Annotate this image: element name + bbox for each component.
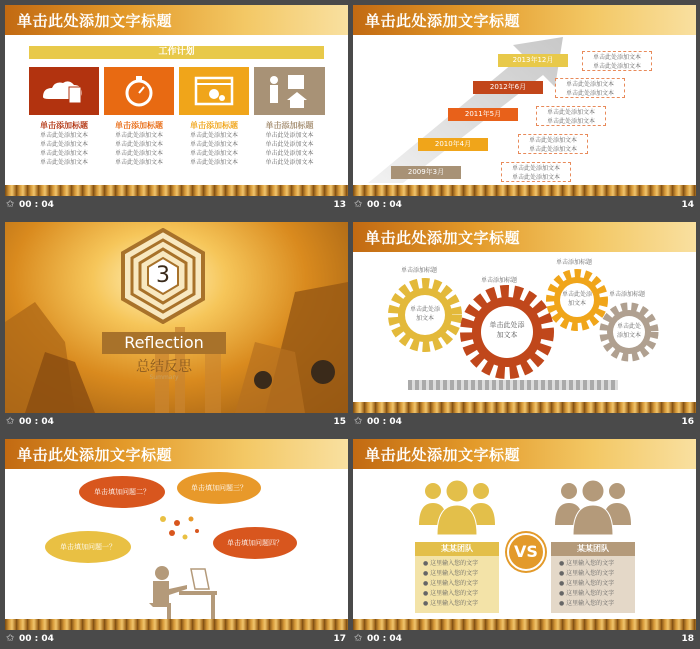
slide-title: 单击此处添加文字标题	[365, 12, 521, 30]
star-icon[interactable]: ✩	[6, 416, 15, 427]
team-bullets: ● 这里输入您的文字 ● 这里输入您的文字 ● 这里输入您的文字 ● 这里输入您的文字 ● 这里输入您的文字	[415, 556, 499, 613]
section-subtitle: 总结反思	[136, 359, 192, 375]
slide-number: 18	[681, 634, 694, 644]
card-text: 单击此处添加文本 单击此处添加文本 单击此处添加文本 单击此处添加文本	[189, 132, 238, 166]
slide-number: 13	[333, 200, 346, 210]
card-title: 单击添加标题	[190, 121, 238, 130]
slide-thumb-15[interactable]	[5, 222, 348, 433]
gear	[387, 277, 463, 353]
gear-rack	[408, 380, 618, 390]
slide-thumb-16[interactable]	[353, 222, 696, 433]
slide-footer-strip	[353, 619, 696, 630]
card	[29, 67, 99, 167]
note-list	[353, 5, 696, 196]
milestone: 2010年4月	[418, 138, 488, 151]
team-name: 某某团队	[551, 542, 635, 556]
slide-time: 00 : 04	[367, 200, 402, 210]
card	[104, 67, 174, 167]
person-building-icon	[254, 67, 325, 115]
browser-gear-icon	[179, 67, 249, 115]
slide-canvas	[353, 439, 696, 630]
slide-time: 00 : 04	[367, 634, 402, 644]
slide-title: 单击此处添加文字标题	[365, 229, 521, 247]
card-icon-box	[254, 67, 325, 115]
card-icon-box	[29, 67, 99, 115]
slide-time: 00 : 04	[19, 634, 54, 644]
section-heading: Reflection	[102, 332, 226, 354]
note-box: 单击此处添加文本 单击此处添加文本	[555, 78, 625, 98]
gear-label: 单击添加标题	[481, 277, 518, 284]
slide-time: 00 : 04	[19, 417, 54, 427]
slide-footer-strip	[5, 185, 348, 196]
star-icon[interactable]: ✩	[354, 199, 363, 210]
card-title: 单击添加标题	[265, 121, 314, 130]
section-tagline: Summary	[149, 374, 179, 381]
slide-canvas	[353, 5, 696, 196]
gear-inner-text: 单击此处添加文本	[562, 291, 593, 307]
card-text: 单击此处添加文本 单击此处添加文本 单击此处添加文本 单击此处添加文本	[265, 132, 314, 166]
slide-thumb-18[interactable]	[353, 439, 696, 649]
note-box: 单击此处添加文本 单击此处添加文本	[518, 134, 588, 154]
slide-canvas	[353, 222, 696, 413]
slide-thumb-17[interactable]	[5, 439, 348, 649]
team-list	[353, 439, 696, 630]
stopwatch-icon	[104, 67, 174, 115]
vs-badge: VS	[507, 533, 545, 571]
milestone: 2011年5月	[448, 108, 518, 121]
section-number: 3	[156, 263, 170, 288]
gear-label: 单击添加标题	[609, 291, 646, 298]
slide-number: 15	[333, 417, 346, 427]
thinking-person-icon	[135, 515, 225, 625]
note-box: 单击此处添加文本 单击此处添加文本	[501, 162, 571, 182]
slide-footer-strip	[353, 402, 696, 413]
slide-canvas	[5, 439, 348, 630]
thought-cloud: 单击填加问题三？	[177, 472, 261, 504]
slide-title: 单击此处添加文字标题	[365, 446, 521, 464]
card	[254, 67, 325, 167]
team-panel	[415, 542, 499, 613]
slide-thumb-13[interactable]	[5, 5, 348, 216]
card	[179, 67, 249, 167]
slide-meta	[5, 415, 348, 431]
thought-cloud: 单击填加问题四？	[213, 527, 297, 559]
card-icon-box	[104, 67, 174, 115]
slide-header	[5, 5, 348, 35]
card-list	[29, 67, 325, 167]
slide-title: 单击此处添加文字标题	[17, 12, 173, 30]
slide-time: 00 : 04	[19, 200, 54, 210]
slide-time: 00 : 04	[367, 417, 402, 427]
slide-footer-strip	[5, 619, 348, 630]
star-icon[interactable]: ✩	[354, 633, 363, 644]
slide-number: 16	[681, 417, 694, 427]
plan-banner: 工作计划	[29, 46, 324, 59]
slide-canvas	[5, 222, 348, 413]
slide-thumb-14[interactable]	[353, 5, 696, 216]
slide-meta	[353, 198, 696, 214]
thought-cloud: 单击填加问题二？	[79, 476, 165, 508]
card-title: 单击添加标题	[115, 121, 163, 130]
card-title: 单击添加标题	[40, 121, 88, 130]
star-icon[interactable]: ✩	[6, 633, 15, 644]
cloud-building-icon	[29, 67, 99, 115]
gear-inner-text: 单击此处添加文本	[409, 306, 440, 322]
slide-number: 17	[333, 634, 346, 644]
slide-meta	[353, 415, 696, 431]
slide-meta	[353, 632, 696, 648]
slide-meta	[5, 198, 348, 214]
note-box: 单击此处添加文本 单击此处添加文本	[536, 106, 606, 126]
slide-footer-strip	[353, 185, 696, 196]
team-bullets: ● 这里输入您的文字 ● 这里输入您的文字 ● 这里输入您的文字 ● 这里输入您的文字 ● 这里输入您的文字	[551, 556, 635, 613]
star-icon[interactable]: ✩	[6, 199, 15, 210]
team-name: 某某团队	[415, 542, 499, 556]
card-text: 单击此处添加文本 单击此处添加文本 单击此处添加文本 单击此处添加文本	[39, 132, 88, 166]
milestone: 2012年6月	[473, 81, 543, 94]
note-box: 单击此处添加文本 单击此处添加文本	[582, 51, 652, 71]
gear-inner-text: 单击此处添加文本	[616, 323, 641, 339]
slide-canvas	[5, 5, 348, 196]
gear	[459, 284, 555, 380]
card-text: 单击此处添加文本 单击此处添加文本 单击此处添加文本 单击此处添加文本	[114, 132, 163, 166]
gear	[599, 302, 659, 362]
gear-label: 单击添加标题	[401, 267, 438, 274]
gear-inner-text: 单击此处添加文本	[489, 321, 525, 339]
card-icon-box	[179, 67, 249, 115]
star-icon[interactable]: ✩	[354, 416, 363, 427]
slide-number: 14	[681, 200, 694, 210]
milestone: 2009年3月	[391, 166, 461, 179]
team-panel	[551, 542, 635, 613]
gear-label: 单击添加标题	[556, 259, 593, 266]
slide-meta	[5, 632, 348, 648]
slide-title: 单击此处添加文字标题	[17, 446, 173, 464]
milestone: 2013年12月	[498, 54, 568, 67]
thought-cloud: 单击填加问题一？	[45, 531, 131, 563]
